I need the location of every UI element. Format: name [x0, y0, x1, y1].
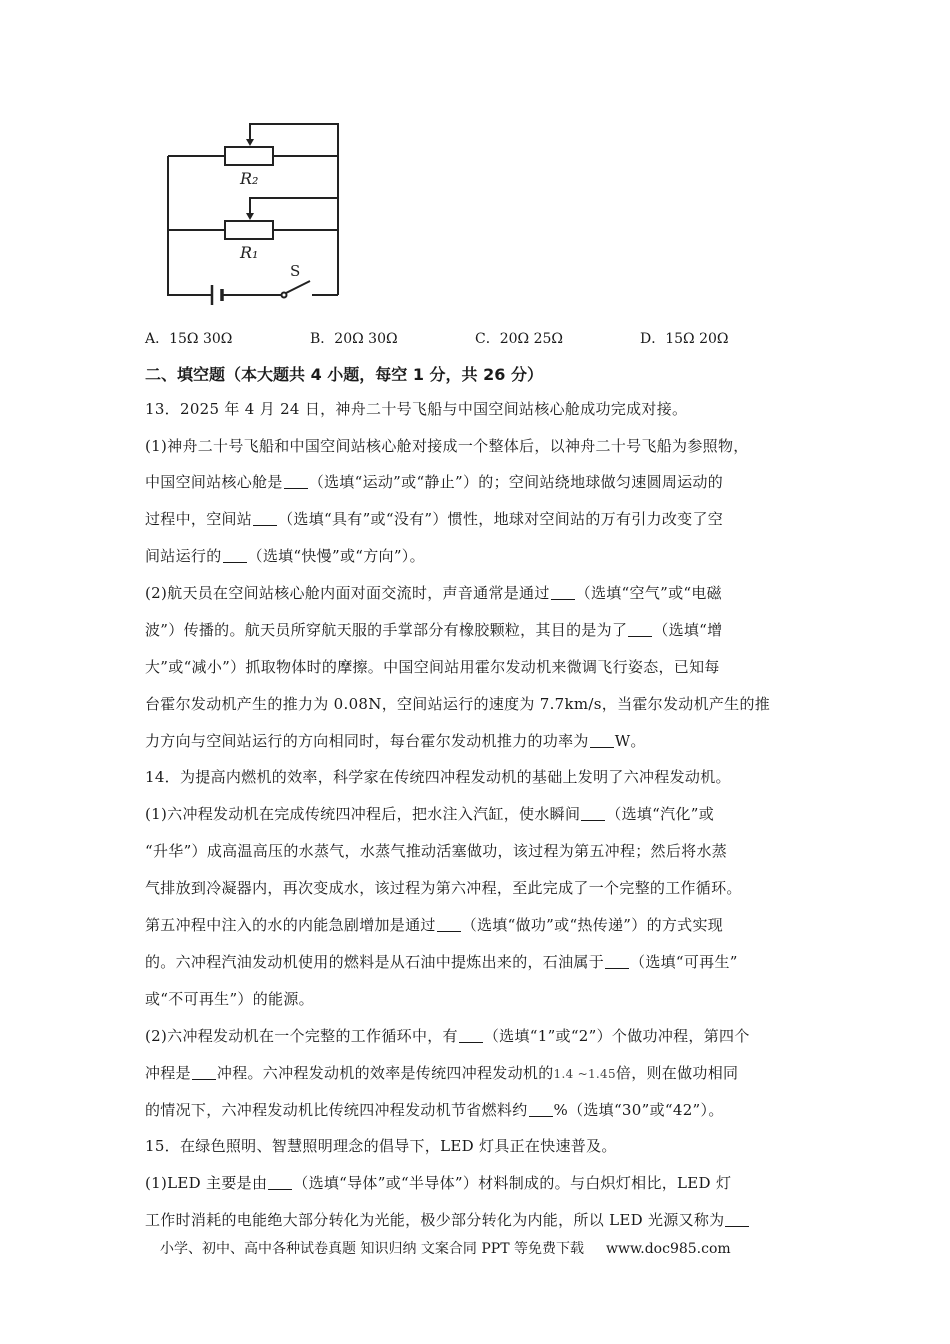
- r2-resistor: [225, 147, 273, 165]
- q14-text: [145, 914, 723, 935]
- q13-text-part: (2)航天员在空间站核心舱内面对面交流时，声音通常是通过: [145, 584, 550, 602]
- option-b: B．20Ω 30Ω: [310, 331, 398, 347]
- q15-text: [145, 1172, 731, 1193]
- option-c: C．20Ω 25Ω: [475, 331, 564, 347]
- answer-blank[interactable]: [590, 733, 614, 748]
- q13-text-part: 过程中，空间站: [145, 510, 253, 528]
- q14-text: [145, 951, 738, 972]
- q14-text: [145, 803, 714, 824]
- answer-blank[interactable]: [581, 806, 605, 821]
- q14-stem: 14．为提高内燃机的效率，科学家在传统四冲程发动机的基础上发明了六冲程发动机。: [145, 768, 731, 786]
- answer-options: [0, 328, 950, 348]
- q15-text-part: 工作时消耗的电能绝大部分转化为光能，极少部分转化为内能，所以 LED 光源又称为: [145, 1211, 725, 1229]
- q13-text: [145, 730, 646, 751]
- q15-text: [145, 1209, 750, 1230]
- q14-text-part: 冲程是: [145, 1064, 191, 1082]
- efficiency-ratio: 1.4 ~1.45: [553, 1067, 616, 1081]
- q13-text-part: 间站运行的: [145, 547, 222, 565]
- q13-text-part: （选填“增: [653, 621, 723, 639]
- q14-text-part: %（选填“30”或“42”）。: [553, 1101, 724, 1119]
- answer-blank[interactable]: [628, 622, 652, 637]
- option-d: D．15Ω 20Ω: [640, 331, 729, 347]
- answer-blank[interactable]: [253, 511, 277, 526]
- answer-blank[interactable]: [725, 1212, 749, 1227]
- r2-label: R₂: [240, 169, 259, 188]
- answer-blank[interactable]: [437, 917, 461, 932]
- q15-stem: 15．在绿色照明、智慧照明理念的倡导下，LED 灯具正在快速普及。: [145, 1137, 617, 1155]
- footer-text: 小学、初中、高中各种试卷真题 知识归纳 文案合同 PPT 等免费下载: [160, 1241, 584, 1257]
- q13-text: [145, 582, 722, 603]
- q13-text: 台霍尔发动机产生的推力为 0.08N，空间站运行的速度为 7.7km/s，当霍尔发动机产生的推: [145, 695, 771, 713]
- q14-text: “升华”）成高温高压的水蒸气，水蒸气推动活塞做功，该过程为第五冲程；然后将水蒸: [145, 842, 728, 860]
- r2-slider-arrow: [246, 139, 254, 146]
- q14-text-part: 的。六冲程汽油发动机使用的燃料是从石油中提炼出来的，石油属于: [145, 953, 605, 971]
- switch-label: S: [290, 262, 301, 280]
- q15-text-part: (1)LED 主要是由: [145, 1174, 268, 1192]
- q14-text-part: (1)六冲程发动机在完成传统四冲程后，把水注入汽缸，使水瞬间: [145, 805, 581, 823]
- q14-text-part: (2)六冲程发动机在一个完整的工作循环中，有: [145, 1027, 458, 1045]
- q13-text: (1)神舟二十号飞船和中国空间站核心舱对接成一个整体后，以神舟二十号飞船为参照物，: [145, 437, 749, 455]
- answer-blank[interactable]: [192, 1065, 216, 1080]
- q14-text: [145, 1099, 724, 1120]
- r1-label: R₁: [240, 243, 259, 262]
- answer-blank[interactable]: [268, 1175, 292, 1190]
- page-footer: [160, 1238, 731, 1258]
- q13-text-part: 波”）传播的。航天员所穿航天服的手掌部分有橡胶颗粒，其目的是为了: [145, 621, 628, 639]
- section-title: 二、填空题（本大题共 4 小题，每空 1 分，共 26 分）: [145, 365, 543, 384]
- footer-link[interactable]: www.doc985.com: [605, 1241, 731, 1257]
- q14-text-part: 第五冲程中注入的水的内能急剧增加是通过: [145, 916, 436, 934]
- option-a: A．15Ω 30Ω: [145, 331, 233, 347]
- q15-text-part: （选填“导体”或“半导体”）材料制成的。与白炽灯相比，LED 灯: [293, 1174, 732, 1192]
- q13-text-part: （选填“空气”或“电磁: [575, 584, 722, 602]
- q13-text: 大”或“减小”）抓取物体时的摩擦。中国空间站用霍尔发动机来微调飞行姿态，已知每: [145, 658, 720, 676]
- q14-text: [145, 1025, 750, 1046]
- q14-text-part: 的情况下，六冲程发动机比传统四冲程发动机节省燃料约: [145, 1101, 528, 1119]
- answer-blank[interactable]: [605, 954, 629, 969]
- q14-text-part: （选填“可再生”: [630, 953, 738, 971]
- r1-slider-arrow: [246, 213, 254, 220]
- q13-text-part: （选填“具有”或“没有”）惯性，地球对空间站的万有引力改变了空: [278, 510, 724, 528]
- q14-text-part: 冲程。六冲程发动机的效率是传统四冲程发动机的: [216, 1064, 554, 1082]
- q14-text-part: （选填“1”或“2”）个做功冲程，第四个: [483, 1027, 750, 1045]
- r1-resistor: [225, 221, 273, 239]
- q14-text-part: （选填“汽化”或: [606, 805, 715, 823]
- q14-text: 气排放到冷凝器内，再次变成水，该过程为第六冲程，至此完成了一个完整的工作循环。: [145, 879, 742, 897]
- q14-text: 或“不可再生”）的能源。: [145, 990, 314, 1008]
- q13-text-part: （选填“运动”或“静止”）的；空间站绕地球做匀速圆周运动的: [308, 473, 724, 491]
- answer-blank[interactable]: [551, 585, 575, 600]
- answer-blank[interactable]: [284, 474, 308, 489]
- q13-text-part: 力方向与空间站运行的方向相同时，每台霍尔发动机推力的功率为: [145, 732, 589, 750]
- q13-text: [145, 619, 722, 640]
- q13-text-part: 中国空间站核心舱是: [145, 473, 283, 491]
- q13-text-part: （选填“快慢”或“方向”）。: [247, 547, 425, 565]
- answer-blank[interactable]: [223, 548, 247, 563]
- q14-text: [145, 1062, 738, 1083]
- q14-text-part: （选填“做功”或“热传递”）的方式实现: [461, 916, 724, 934]
- answer-blank[interactable]: [529, 1102, 553, 1117]
- answer-blank[interactable]: [459, 1028, 483, 1043]
- q13-stem: 13．2025 年 4 月 24 日，神舟二十号飞船与中国空间站核心舱成功完成对接。: [145, 400, 688, 418]
- q14-text-part: 倍，则在做功相同: [615, 1064, 739, 1082]
- q13-text-part: W。: [614, 732, 646, 750]
- q13-text: [145, 508, 723, 529]
- circuit-diagram: [150, 118, 355, 308]
- q13-text: [145, 471, 723, 492]
- q13-text: [145, 545, 425, 566]
